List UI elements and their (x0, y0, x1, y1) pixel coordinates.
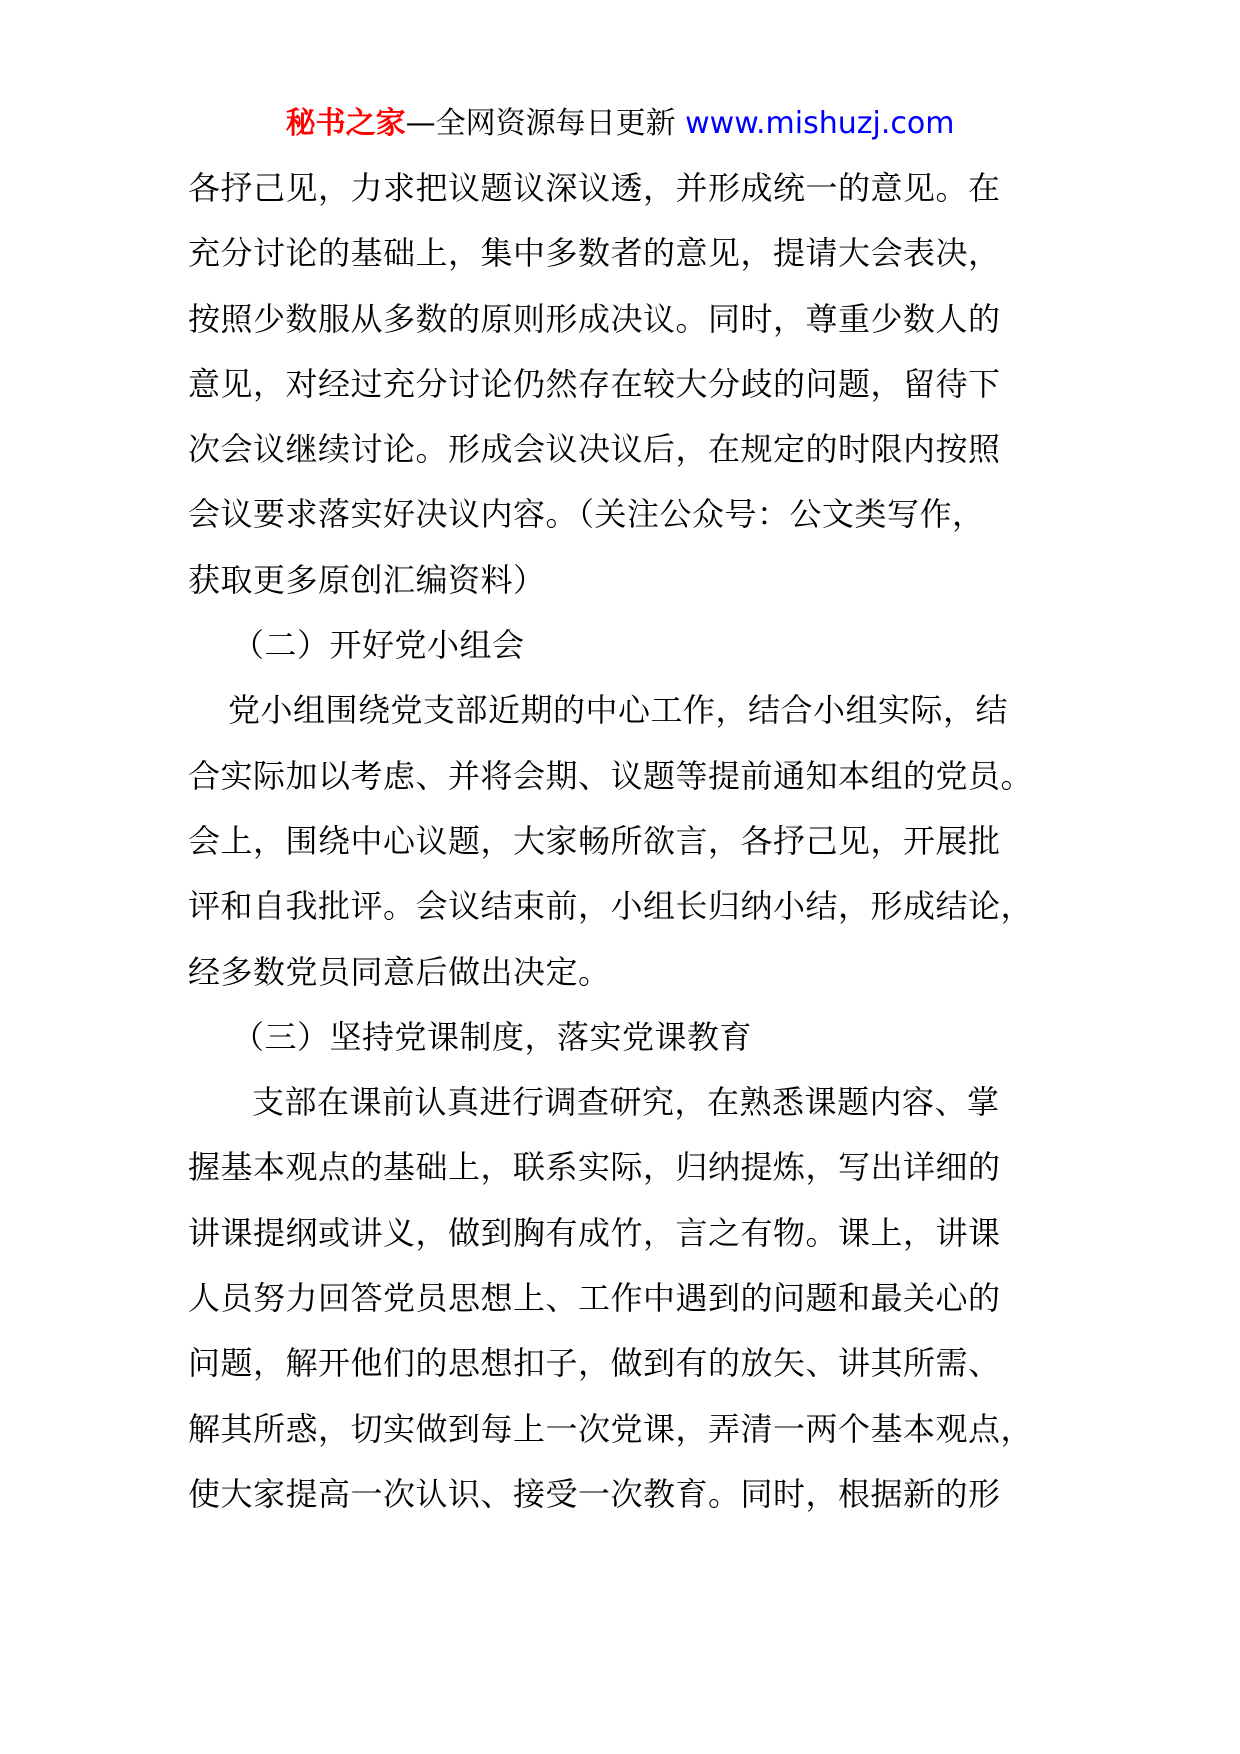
text-line: 会议要求落实好决议内容。（关注公众号：公文类写作， (188, 495, 985, 534)
site-url[interactable]: www.mishuzj.com (685, 106, 955, 141)
text-line: 人员努力回答党员思想上、工作中遇到的问题和最关心的 (188, 1279, 1001, 1318)
text-line: 支部在课前认真进行调查研究，在熟悉课题内容、掌 (252, 1083, 1000, 1122)
text-line: 握基本观点的基础上，联系实际，归纳提炼，写出详细的 (188, 1148, 1001, 1187)
text-line: 会上，围绕中心议题，大家畅所欲言，各抒己见，开展批 (188, 821, 1001, 860)
text-line: 合实际加以考虑、并将会期、议题等提前通知本组的党员。 (188, 756, 1034, 795)
site-tagline: —全网资源每日更新 (405, 106, 686, 141)
text-line: 解其所惑，切实做到每上一次党课，弄清一两个基本观点， (188, 1409, 1034, 1448)
document-body (188, 166, 1068, 1537)
text-line: 各抒己见，力求把议题议深议透，并形成统一的意见。在 (188, 169, 1001, 207)
text-line: 获取更多原创汇编资料） (188, 560, 546, 599)
section-heading: （三）坚持党课制度，落实党课教育 (232, 1017, 753, 1056)
text-line: 讲课提纲或讲义，做到胸有成竹，言之有物。课上，讲课 (188, 1213, 1001, 1252)
text-line: 问题，解开他们的思想扣子，做到有的放矢、讲其所需、 (188, 1344, 1001, 1383)
site-brand: 秘书之家 (285, 106, 406, 141)
page-header (0, 104, 1240, 144)
text-line: 次会议继续讨论。形成会议决议后，在规定的时限内按照 (188, 430, 1001, 469)
text-line: 意见，对经过充分讨论仍然存在较大分歧的问题，留待下 (188, 364, 1001, 403)
text-line: 党小组围绕党支部近期的中心工作，结合小组实际，结 (228, 691, 1009, 730)
section-heading: （二）开好党小组会 (232, 626, 525, 665)
text-line: 经多数党员同意后做出决定。 (188, 952, 611, 991)
text-line: 使大家提高一次认识、接受一次教育。同时，根据新的形 (188, 1474, 1001, 1513)
text-line: 按照少数服从多数的原则形成决议。同时，尊重少数人的 (188, 299, 1001, 338)
text-line: 充分讨论的基础上，集中多数者的意见，提请大会表决， (188, 234, 1001, 273)
text-line: 评和自我批评。会议结束前，小组长归纳小结，形成结论， (188, 887, 1034, 926)
